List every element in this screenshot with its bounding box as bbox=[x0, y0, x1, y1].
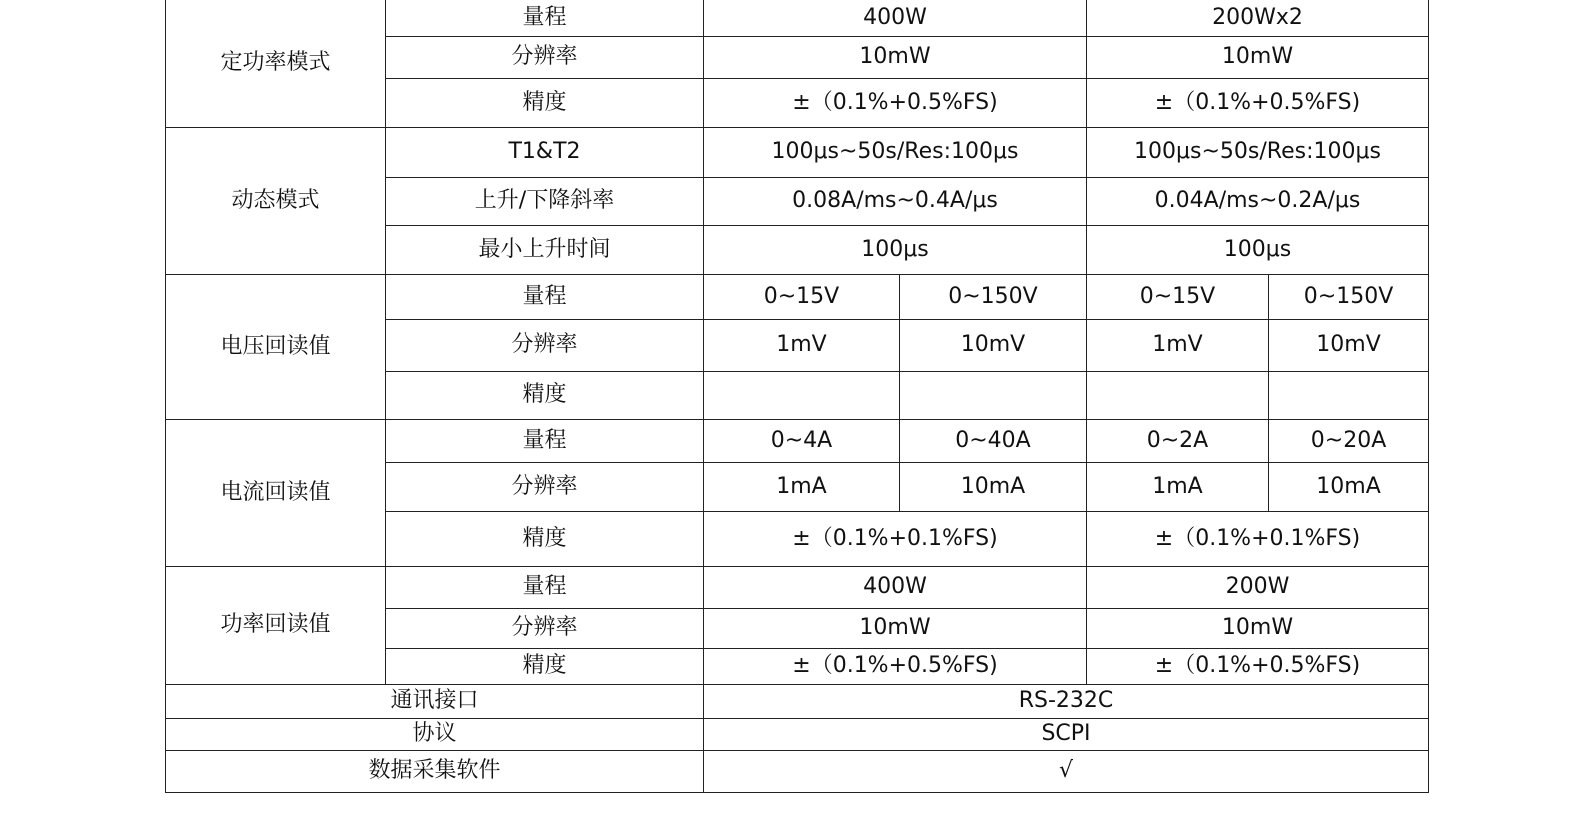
param-label: 精度 bbox=[386, 372, 704, 420]
value-cell: 10mA bbox=[900, 463, 1087, 512]
value-cell: 0~40A bbox=[900, 420, 1087, 463]
param-label: 分辨率 bbox=[386, 37, 704, 79]
value-cell: 100μs~50s/Res:100μs bbox=[704, 128, 1087, 178]
value-cell: 100μs~50s/Res:100μs bbox=[1087, 128, 1429, 178]
table-row bbox=[166, 420, 1429, 463]
value-cell: 1mA bbox=[1087, 463, 1269, 512]
param-label: 分辨率 bbox=[386, 463, 704, 512]
param-label: 量程 bbox=[386, 275, 704, 320]
value-cell bbox=[1087, 372, 1269, 420]
value-cell: 10mW bbox=[704, 37, 1087, 79]
param-label: 分辨率 bbox=[386, 320, 704, 372]
param-label: 量程 bbox=[386, 420, 704, 463]
value-cell: 0~15V bbox=[1087, 275, 1269, 320]
group-label-dynamic: 动态模式 bbox=[166, 128, 386, 275]
value-cell: ±（0.1%+0.1%FS) bbox=[704, 512, 1087, 567]
value-cell: 1mV bbox=[704, 320, 900, 372]
table-row bbox=[166, 0, 1429, 37]
group-label-current-readback: 电流回读值 bbox=[166, 420, 386, 567]
value-cell: 100μs bbox=[1087, 226, 1429, 275]
param-label: 量程 bbox=[386, 567, 704, 609]
value-cell: 100μs bbox=[704, 226, 1087, 275]
param-label: 上升/下降斜率 bbox=[386, 178, 704, 226]
value-cell: 0~15V bbox=[704, 275, 900, 320]
param-label: 精度 bbox=[386, 512, 704, 567]
value-cell: 0.04A/ms~0.2A/μs bbox=[1087, 178, 1429, 226]
table-row bbox=[166, 751, 1429, 793]
value-cell: ±（0.1%+0.1%FS) bbox=[1087, 512, 1429, 567]
spec-table bbox=[165, 0, 1429, 793]
value-cell: 10mW bbox=[704, 609, 1087, 649]
group-label-const-power: 定功率模式 bbox=[166, 0, 386, 128]
protocol-value: SCPI bbox=[704, 719, 1429, 751]
value-cell: 400W bbox=[704, 567, 1087, 609]
value-cell: 1mV bbox=[1087, 320, 1269, 372]
value-cell: 0.08A/ms~0.4A/μs bbox=[704, 178, 1087, 226]
value-cell: ±（0.1%+0.5%FS) bbox=[1087, 649, 1429, 685]
value-cell: ±（0.1%+0.5%FS) bbox=[1087, 79, 1429, 128]
param-label: 量程 bbox=[386, 0, 704, 37]
value-cell: ±（0.1%+0.5%FS) bbox=[704, 79, 1087, 128]
value-cell: 10mV bbox=[1269, 320, 1429, 372]
value-cell: 0~150V bbox=[1269, 275, 1429, 320]
value-cell: 400W bbox=[704, 0, 1087, 37]
value-cell: 0~20A bbox=[1269, 420, 1429, 463]
table-row bbox=[166, 685, 1429, 719]
table-row bbox=[166, 719, 1429, 751]
param-label: 分辨率 bbox=[386, 609, 704, 649]
value-cell bbox=[900, 372, 1087, 420]
software-label: 数据采集软件 bbox=[166, 751, 704, 793]
value-cell: 0~2A bbox=[1087, 420, 1269, 463]
value-cell: 10mA bbox=[1269, 463, 1429, 512]
protocol-label: 协议 bbox=[166, 719, 704, 751]
param-label: T1&T2 bbox=[386, 128, 704, 178]
param-label: 最小上升时间 bbox=[386, 226, 704, 275]
table-row bbox=[166, 128, 1429, 178]
param-label: 精度 bbox=[386, 649, 704, 685]
value-cell: 1mA bbox=[704, 463, 900, 512]
value-cell: 10mV bbox=[900, 320, 1087, 372]
table-row bbox=[166, 567, 1429, 609]
comm-interface-value: RS-232C bbox=[704, 685, 1429, 719]
value-cell: 10mW bbox=[1087, 609, 1429, 649]
software-value: √ bbox=[704, 751, 1429, 793]
comm-interface-label: 通讯接口 bbox=[166, 685, 704, 719]
value-cell bbox=[1269, 372, 1429, 420]
value-cell bbox=[704, 372, 900, 420]
group-label-voltage-readback: 电压回读值 bbox=[166, 275, 386, 420]
value-cell: 10mW bbox=[1087, 37, 1429, 79]
value-cell: 200W bbox=[1087, 567, 1429, 609]
value-cell: 0~150V bbox=[900, 275, 1087, 320]
param-label: 精度 bbox=[386, 79, 704, 128]
value-cell: 200Wx2 bbox=[1087, 0, 1429, 37]
group-label-power-readback: 功率回读值 bbox=[166, 567, 386, 685]
value-cell: 0~4A bbox=[704, 420, 900, 463]
value-cell: ±（0.1%+0.5%FS) bbox=[704, 649, 1087, 685]
table-row bbox=[166, 275, 1429, 320]
